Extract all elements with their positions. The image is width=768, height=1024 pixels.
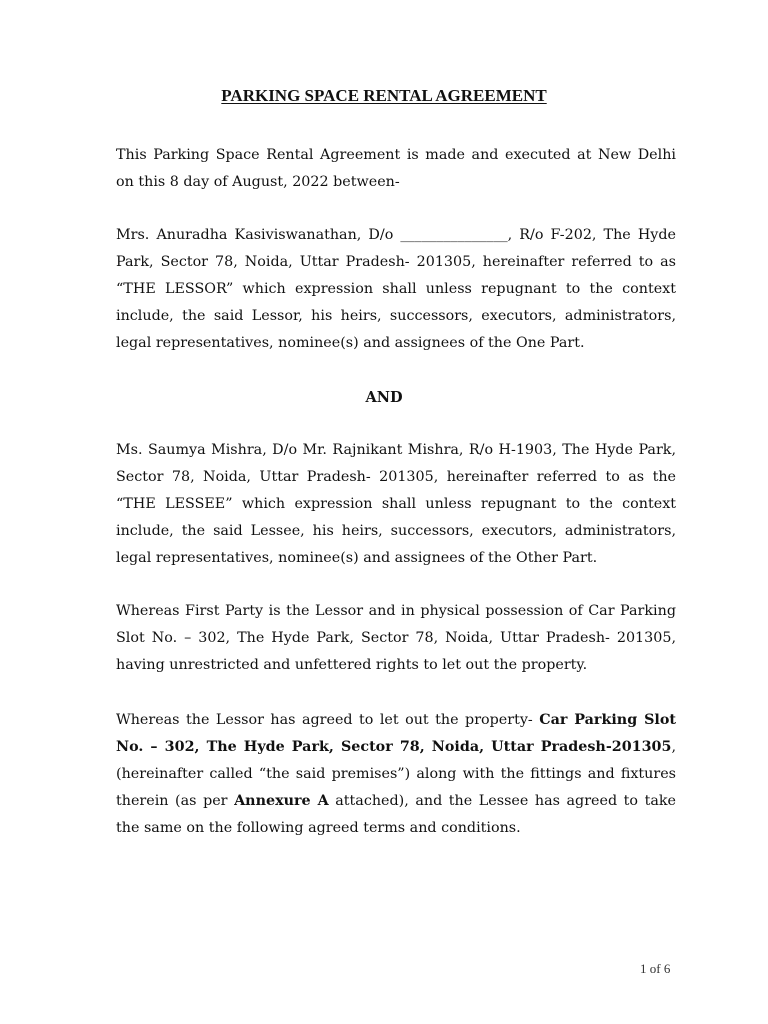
page-number: 1 of 6 [640,961,671,976]
whereas-2-text-start: Whereas the Lessor has agreed to let out the property- [116,712,540,728]
intro-paragraph: This Parking Space Rental Agreement is made and executed at New Delhi on this 8 day of August, 2022 between- [116,147,676,190]
annexure-reference-bold: Annexure A [234,793,329,809]
lessee-paragraph: Ms. Saumya Mishra, D/o Mr. Rajnikant Mishra, R/o H-1903, The Hyde Park, Sector 78, Noida, Uttar Pradesh- 201305, hereinafter referred to as the “THE LESSEE” which expression shall unless repugnant to the context include, the said Lessee, his heirs, successors, executors, administrators, legal representatives, nominee(s) and assignees of the Other Part. [116,442,676,566]
property-address-bold: Car Parking Slot No. – 302, The Hyde Park, Sector 78, Noida, Uttar Pradesh-201305 [116,712,676,755]
whereas-paragraph-2 [116,707,676,842]
and-heading: AND [365,389,403,406]
whereas-2-text-middle: , (hereinafter called “the said premises”) along with the fittings and fixtures therein (as per [116,739,676,809]
document-title: PARKING SPACE RENTAL AGREEMENT [221,86,547,105]
whereas-2-text-end: attached), and the Lessee has agreed to take the same on the following agreed terms and conditions. [116,793,676,836]
whereas-paragraph-1: Whereas First Party is the Lessor and in physical possession of Car Parking Slot No. – 302, The Hyde Park, Sector 78, Noida, Uttar Pradesh- 201305, having unrestricted and unfettered rights to let out the property. [116,603,676,673]
lessor-paragraph: Mrs. Anuradha Kasiviswanathan, D/o _______________, R/o F-202, The Hyde Park, Sector 78, Noida, Uttar Pradesh- 201305, hereinafter referred to as “THE LESSOR” which expression shall unless repugnant to the context include, the said Lessor, his heirs, successors, executors, administrators, legal representatives, nominee(s) and assignees of the One Part. [116,227,676,351]
